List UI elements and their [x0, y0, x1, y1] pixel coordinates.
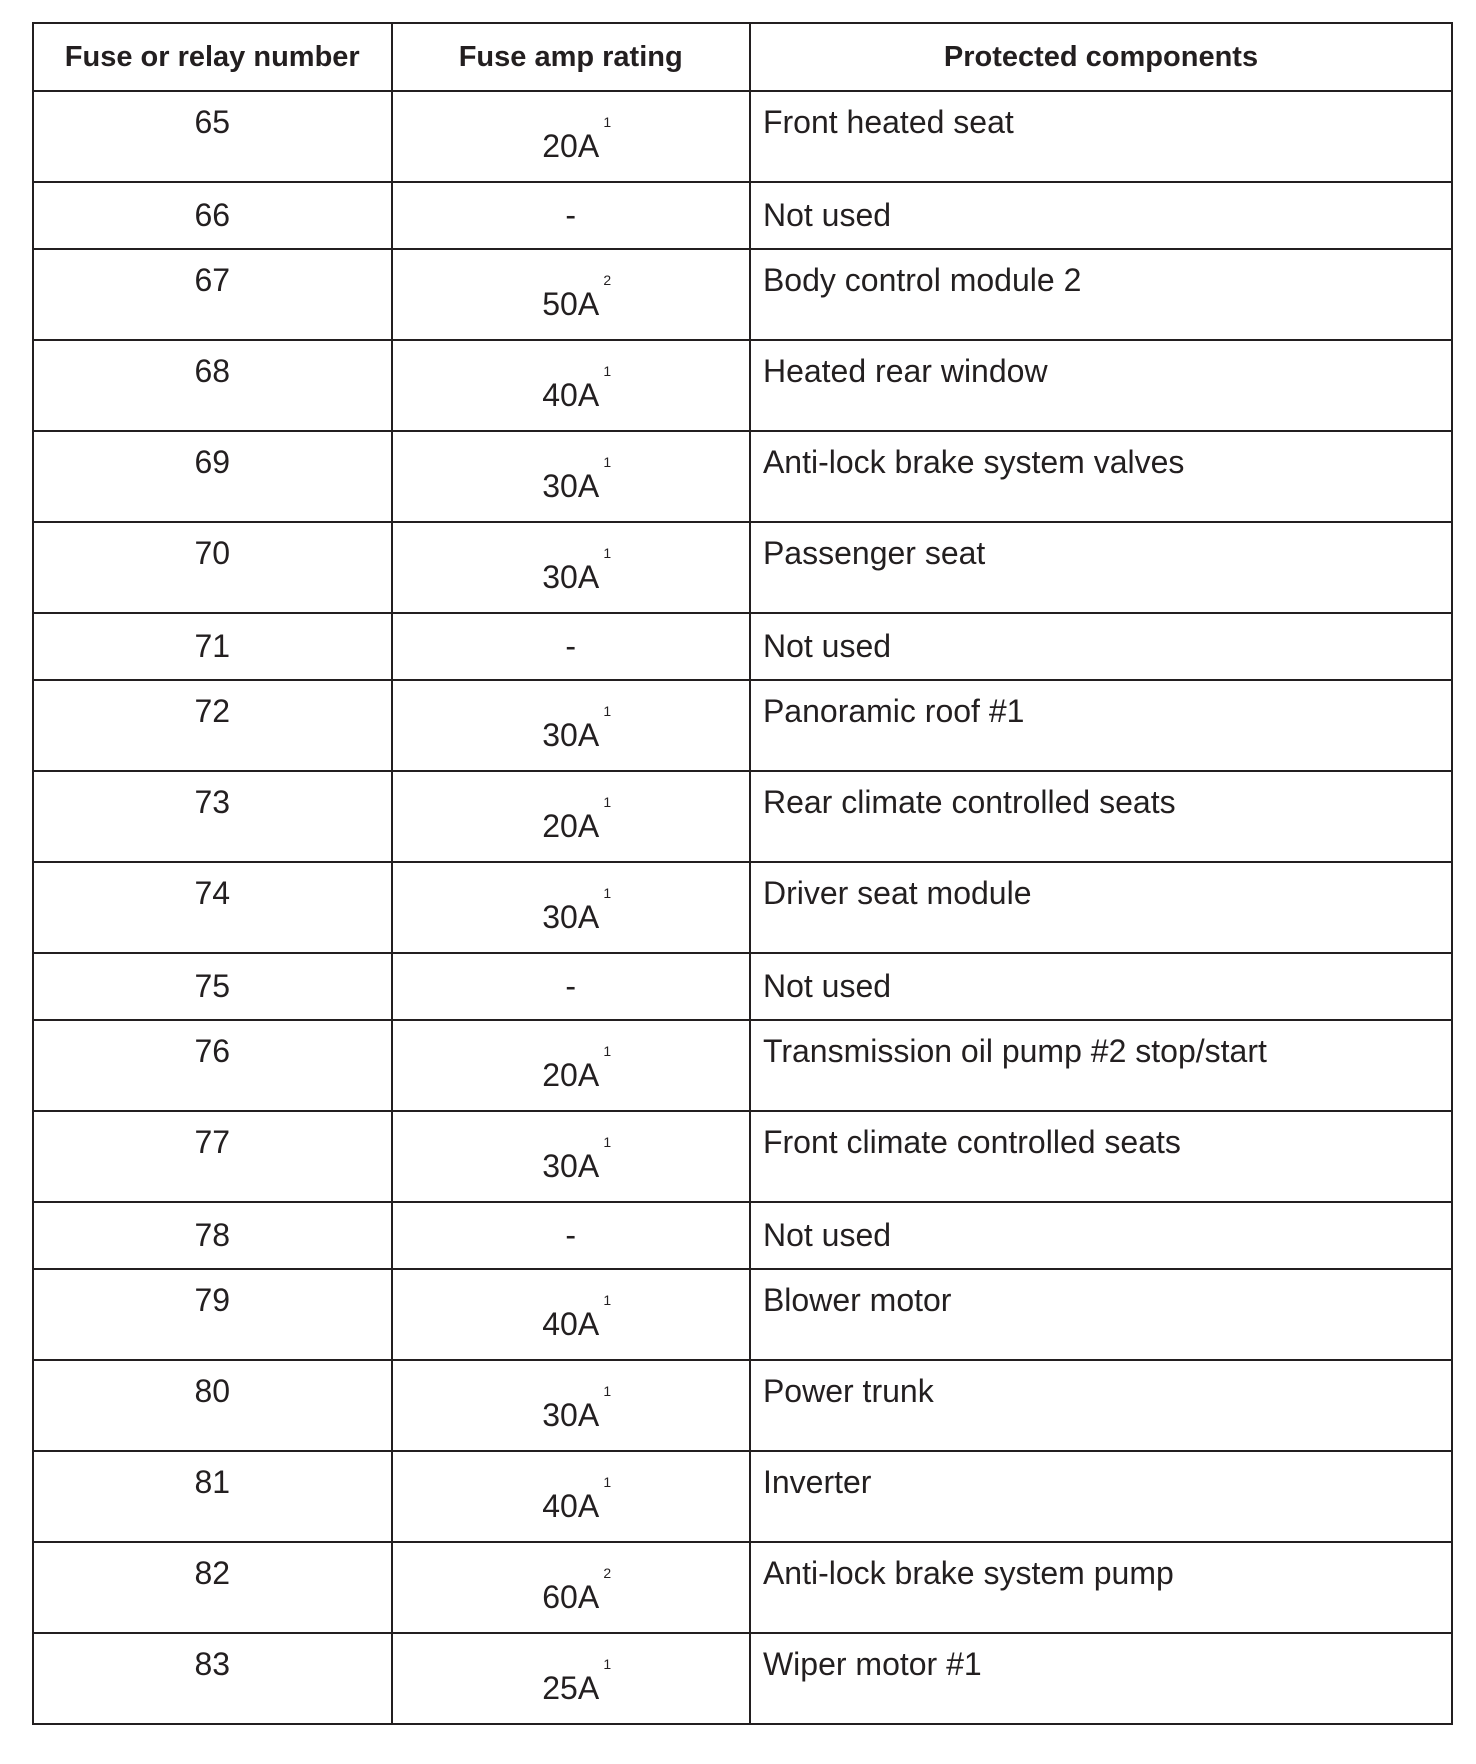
- footnote-marker: 2: [603, 272, 612, 288]
- component-cell: [750, 862, 1452, 953]
- header-protected-components: Protected components: [750, 23, 1452, 91]
- amp-rating-cell: [392, 680, 750, 771]
- fuse-number: 69: [194, 444, 231, 480]
- header-fuse-number: Fuse or relay number: [33, 23, 392, 91]
- amp-rating-cell: [392, 340, 750, 431]
- amp-rating: -: [565, 968, 577, 1004]
- fuse-number-cell: [33, 1269, 392, 1360]
- protected-component: Wiper motor #1: [762, 1646, 982, 1682]
- fuse-number: 67: [194, 262, 231, 298]
- table-row: [33, 613, 1452, 680]
- amp-rating: 30A: [542, 899, 600, 935]
- table-row: [33, 182, 1452, 249]
- table-row: [33, 862, 1452, 953]
- protected-component: Rear climate controlled seats: [762, 784, 1176, 820]
- protected-component: Anti-lock brake system valves: [762, 444, 1185, 480]
- fuse-number: 65: [194, 104, 231, 140]
- table-row: [33, 340, 1452, 431]
- fuse-number-cell: [33, 680, 392, 771]
- fuse-number-cell: [33, 953, 392, 1020]
- footnote-marker: 1: [603, 885, 612, 901]
- component-cell: [750, 1633, 1452, 1724]
- amp-rating: 50A: [542, 286, 600, 322]
- protected-component: Not used: [762, 197, 892, 233]
- protected-component: Not used: [762, 1217, 892, 1253]
- amp-rating-cell: [392, 1202, 750, 1269]
- component-cell: [750, 680, 1452, 771]
- protected-component: Transmission oil pump #2 stop/start: [762, 1033, 1267, 1069]
- fuse-number-cell: [33, 1020, 392, 1111]
- amp-rating-cell: [392, 1633, 750, 1724]
- amp-rating-cell: [392, 613, 750, 680]
- footnote-marker: 1: [603, 114, 612, 130]
- table-row: [33, 1360, 1452, 1451]
- protected-component: Panoramic roof #1: [762, 693, 1025, 729]
- fuse-number-cell: [33, 1202, 392, 1269]
- amp-rating-cell: [392, 91, 750, 182]
- component-cell: [750, 1269, 1452, 1360]
- amp-rating-cell: [392, 862, 750, 953]
- footnote-marker: 1: [603, 1134, 612, 1150]
- amp-rating: 60A: [542, 1579, 600, 1615]
- fuse-number: 71: [194, 628, 231, 664]
- protected-component: Driver seat module: [762, 875, 1032, 911]
- fuse-number-cell: [33, 613, 392, 680]
- protected-component: Body control module 2: [762, 262, 1082, 298]
- table-row: [33, 249, 1452, 340]
- fuse-number: 70: [194, 535, 231, 571]
- amp-rating-cell: [392, 1360, 750, 1451]
- amp-rating-cell: [392, 1451, 750, 1542]
- fuse-number-cell: [33, 431, 392, 522]
- fuse-number-cell: [33, 771, 392, 862]
- component-cell: [750, 91, 1452, 182]
- header-amp-rating: Fuse amp rating: [392, 23, 750, 91]
- fuse-number-cell: [33, 1111, 392, 1202]
- component-cell: [750, 182, 1452, 249]
- amp-rating-cell: [392, 431, 750, 522]
- footnote-marker: 1: [603, 703, 612, 719]
- component-cell: [750, 953, 1452, 1020]
- protected-component: Heated rear window: [762, 353, 1048, 389]
- fuse-number-cell: [33, 182, 392, 249]
- footnote-marker: 1: [603, 1383, 612, 1399]
- fuse-number: 80: [194, 1373, 231, 1409]
- protected-component: Not used: [762, 628, 892, 664]
- fuse-number: 74: [194, 875, 231, 911]
- fuse-table: [32, 22, 1453, 1725]
- table-row: [33, 771, 1452, 862]
- amp-rating-cell: [392, 953, 750, 1020]
- protected-component: Passenger seat: [762, 535, 986, 571]
- amp-rating: 30A: [542, 1397, 600, 1433]
- amp-rating: 20A: [542, 808, 600, 844]
- component-cell: [750, 613, 1452, 680]
- amp-rating: 30A: [542, 468, 600, 504]
- component-cell: [750, 340, 1452, 431]
- fuse-number: 77: [194, 1124, 231, 1160]
- table-row: [33, 1633, 1452, 1724]
- fuse-number: 79: [194, 1282, 231, 1318]
- amp-rating-cell: [392, 1542, 750, 1633]
- amp-rating: 20A: [542, 1057, 600, 1093]
- amp-rating: 40A: [542, 377, 600, 413]
- table-row: [33, 1451, 1452, 1542]
- table-row: [33, 522, 1452, 613]
- fuse-number: 83: [194, 1646, 231, 1682]
- amp-rating: 40A: [542, 1306, 600, 1342]
- amp-rating-cell: [392, 249, 750, 340]
- fuse-number: 82: [194, 1555, 231, 1591]
- fuse-number-cell: [33, 340, 392, 431]
- component-cell: [750, 431, 1452, 522]
- amp-rating: 30A: [542, 559, 600, 595]
- footnote-marker: 1: [603, 545, 612, 561]
- fuse-number-cell: [33, 522, 392, 613]
- amp-rating-cell: [392, 771, 750, 862]
- header-row: [33, 23, 1452, 91]
- amp-rating: -: [565, 1217, 577, 1253]
- table-row: [33, 431, 1452, 522]
- footnote-marker: 1: [603, 1474, 612, 1490]
- footnote-marker: 1: [603, 1043, 612, 1059]
- component-cell: [750, 1202, 1452, 1269]
- amp-rating: -: [565, 197, 577, 233]
- fuse-number: 66: [194, 197, 231, 233]
- component-cell: [750, 1111, 1452, 1202]
- component-cell: [750, 1542, 1452, 1633]
- fuse-number-cell: [33, 249, 392, 340]
- amp-rating-cell: [392, 182, 750, 249]
- fuse-number: 68: [194, 353, 231, 389]
- protected-component: Not used: [762, 968, 892, 1004]
- footnote-marker: 1: [603, 1656, 612, 1672]
- amp-rating: 40A: [542, 1488, 600, 1524]
- component-cell: [750, 249, 1452, 340]
- amp-rating-cell: [392, 1269, 750, 1360]
- footnote-marker: 1: [603, 454, 612, 470]
- component-cell: [750, 1360, 1452, 1451]
- fuse-number: 73: [194, 784, 231, 820]
- table-row: [33, 1111, 1452, 1202]
- protected-component: Front climate controlled seats: [762, 1124, 1181, 1160]
- fuse-number: 72: [194, 693, 231, 729]
- amp-rating-cell: [392, 1111, 750, 1202]
- amp-rating: 25A: [542, 1670, 600, 1706]
- footnote-marker: 1: [603, 1292, 612, 1308]
- table-row: [33, 680, 1452, 771]
- fuse-number: 78: [194, 1217, 231, 1253]
- amp-rating-cell: [392, 522, 750, 613]
- fuse-number-cell: [33, 862, 392, 953]
- amp-rating: 30A: [542, 717, 600, 753]
- footnote-marker: 2: [603, 1565, 612, 1581]
- protected-component: Front heated seat: [762, 104, 1014, 140]
- protected-component: Inverter: [762, 1464, 872, 1500]
- amp-rating: 30A: [542, 1148, 600, 1184]
- component-cell: [750, 522, 1452, 613]
- footnote-marker: 1: [603, 794, 612, 810]
- fuse-number-cell: [33, 1360, 392, 1451]
- protected-component: Anti-lock brake system pump: [762, 1555, 1174, 1591]
- table-row: [33, 1269, 1452, 1360]
- fuse-number: 76: [194, 1033, 231, 1069]
- table-row: [33, 953, 1452, 1020]
- fuse-number-cell: [33, 1633, 392, 1724]
- protected-component: Power trunk: [762, 1373, 934, 1409]
- footnote-marker: 1: [603, 363, 612, 379]
- table-row: [33, 1020, 1452, 1111]
- fuse-number: 75: [194, 968, 231, 1004]
- amp-rating: 20A: [542, 128, 600, 164]
- fuse-number-cell: [33, 1542, 392, 1633]
- component-cell: [750, 1020, 1452, 1111]
- fuse-number-cell: [33, 1451, 392, 1542]
- fuse-number: 81: [194, 1464, 231, 1500]
- table-row: [33, 1202, 1452, 1269]
- amp-rating: -: [565, 628, 577, 664]
- fuse-number-cell: [33, 91, 392, 182]
- amp-rating-cell: [392, 1020, 750, 1111]
- table-row: [33, 1542, 1452, 1633]
- protected-component: Blower motor: [762, 1282, 952, 1318]
- table-row: [33, 91, 1452, 182]
- component-cell: [750, 1451, 1452, 1542]
- component-cell: [750, 771, 1452, 862]
